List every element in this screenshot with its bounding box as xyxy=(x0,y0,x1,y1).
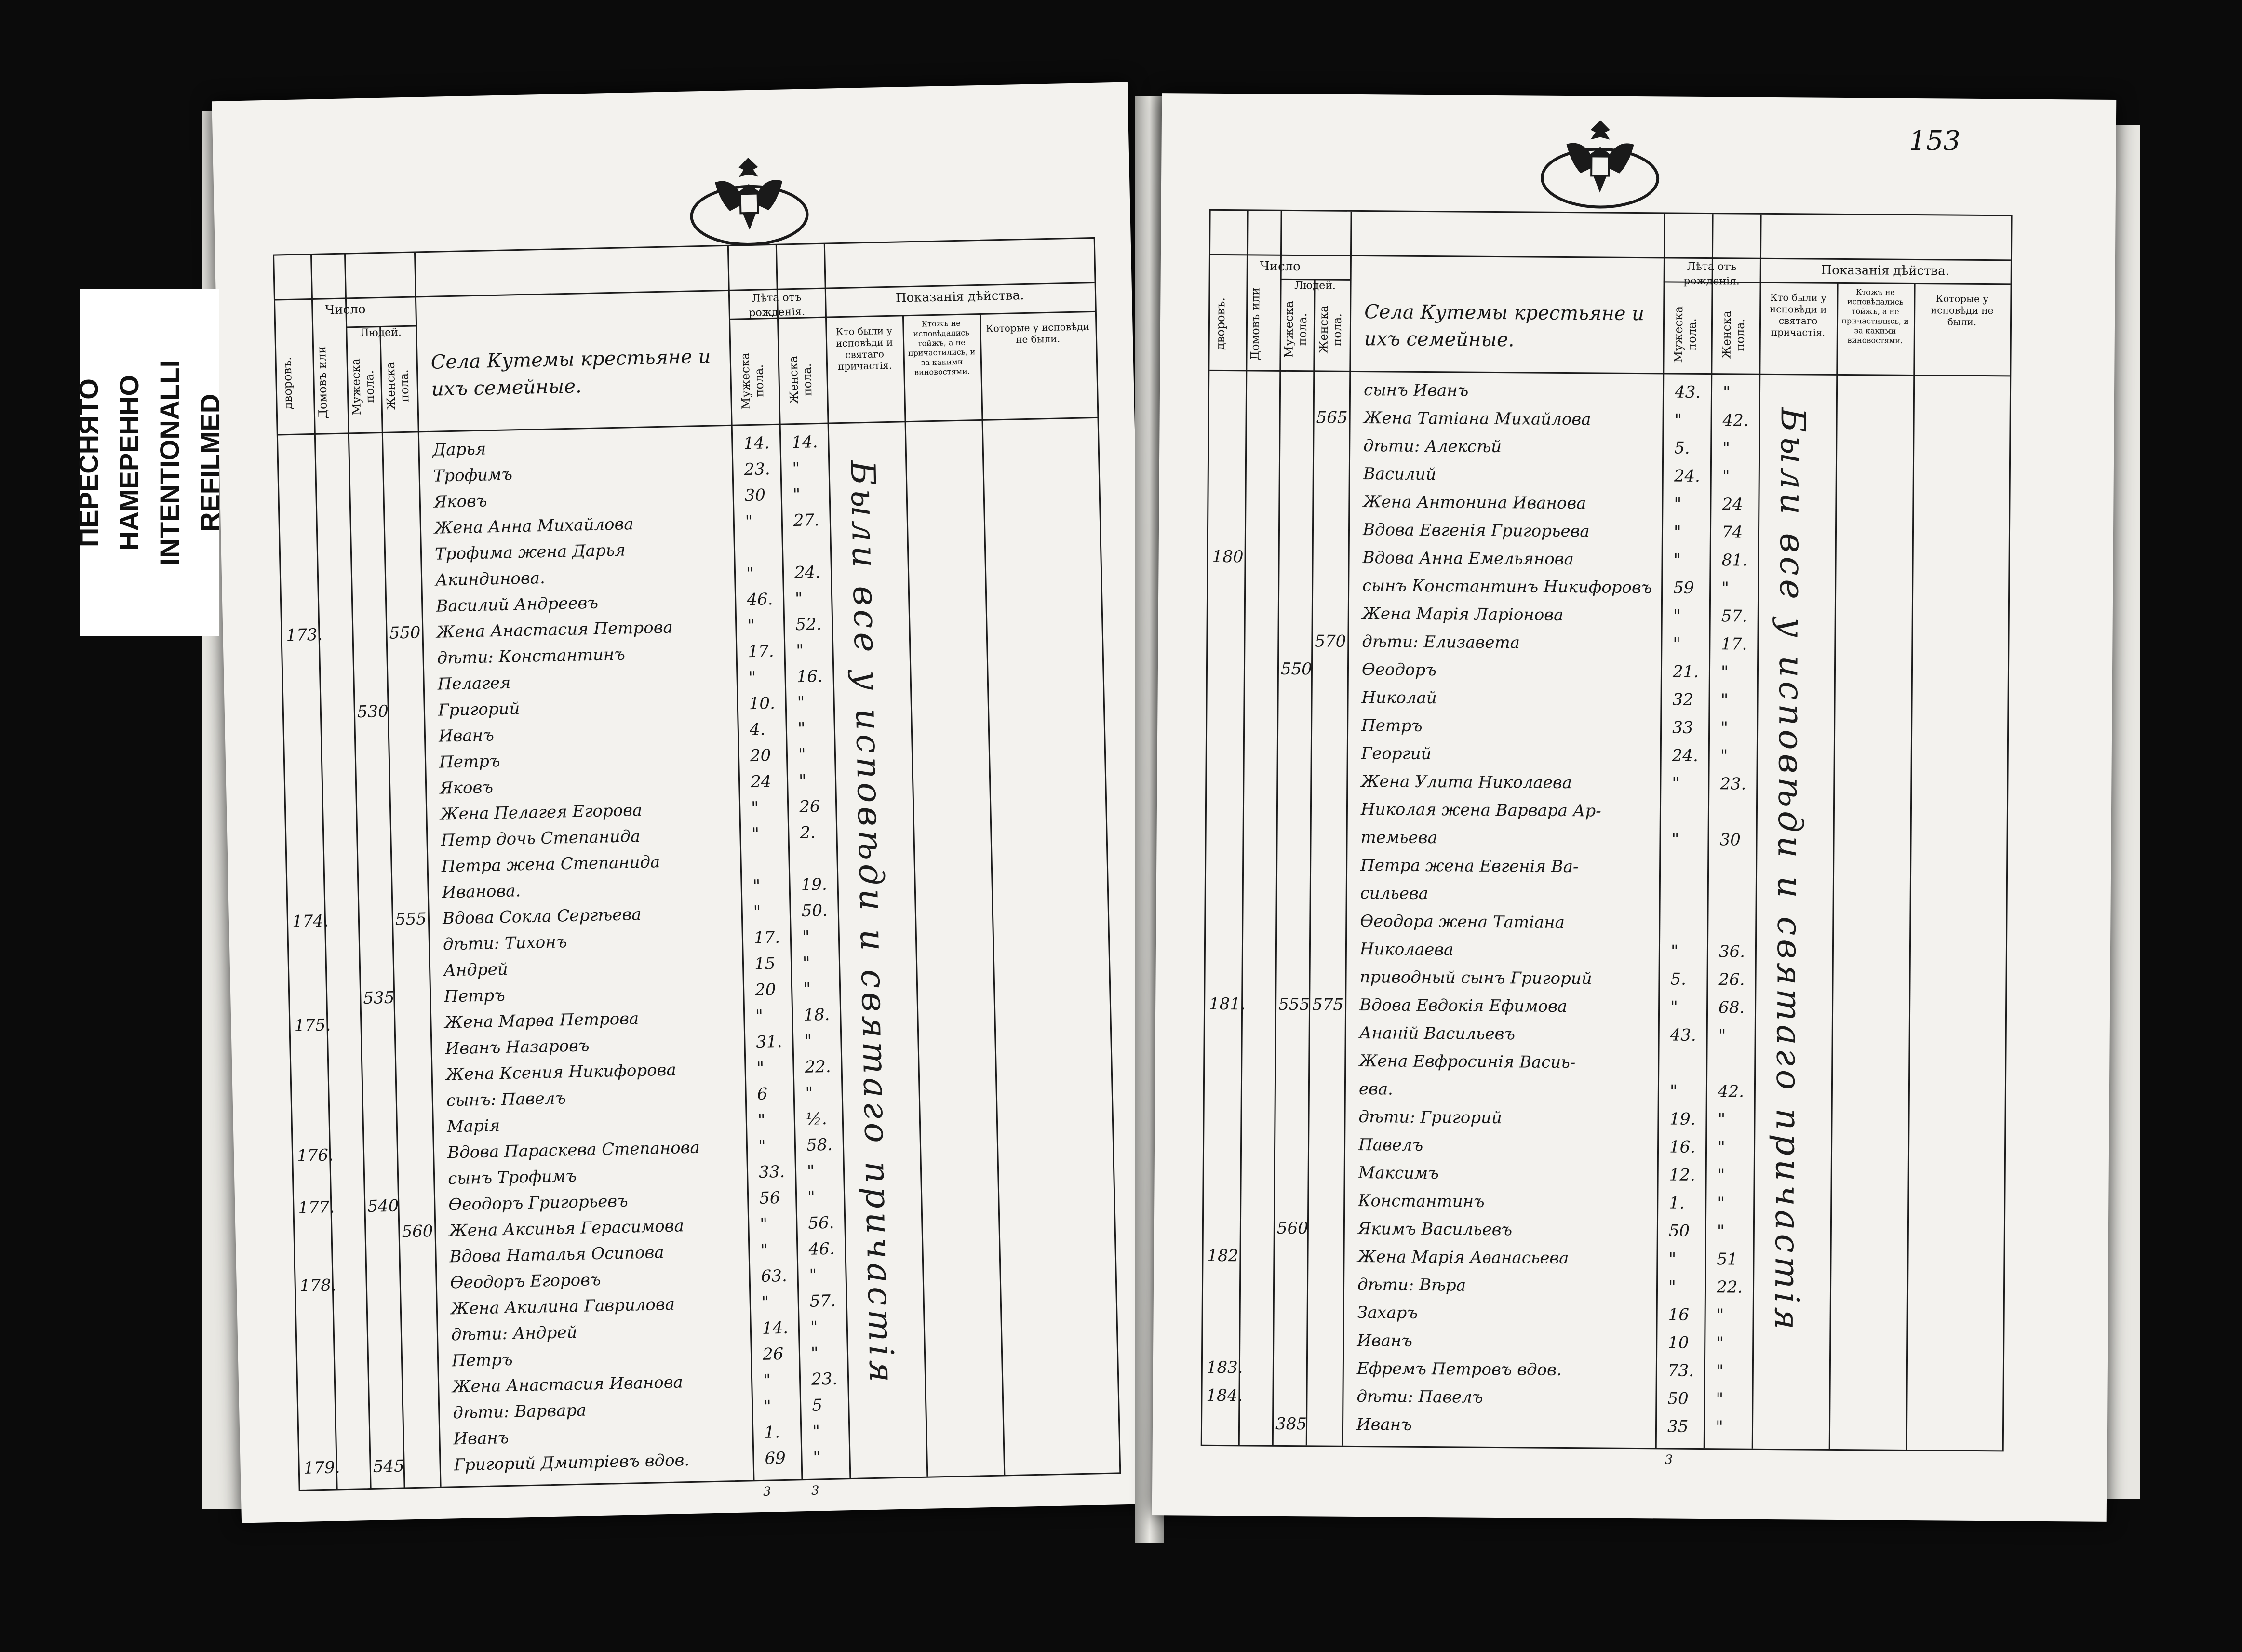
right-entry-age-male: 50 xyxy=(1668,1221,1690,1241)
left-footer-m: 3 xyxy=(763,1484,771,1499)
left-entry-age-female: " xyxy=(803,979,811,999)
right-entry-age-female: " xyxy=(1716,1389,1724,1409)
right-entry-age-male: " xyxy=(1670,941,1678,961)
left-entry-name: Трофимъ xyxy=(433,465,513,486)
right-entry-age-female: 17. xyxy=(1721,634,1747,654)
header-leta: Лѣта отъ рожденія. xyxy=(1683,260,1740,288)
right-entry-age-female: 26. xyxy=(1718,970,1745,990)
left-entry-name: Трофима жена Дарья xyxy=(434,540,626,564)
left-entry-name: Петра жена Степанида xyxy=(441,852,660,876)
right-entry-age-female: 23. xyxy=(1720,774,1746,794)
right-entry-age-male: " xyxy=(1674,494,1682,514)
right-entry-age-female: 36. xyxy=(1718,942,1745,962)
right-people-count: 560 xyxy=(1276,1218,1308,1238)
right-entry-name: Вдова Евгенія Григорьева xyxy=(1362,520,1590,541)
left-entry-age-female: 46. xyxy=(808,1239,835,1259)
right-entry-age-female: 24 xyxy=(1722,495,1743,514)
left-entry-age-male: " xyxy=(748,668,756,688)
header-chislo: Число xyxy=(1260,259,1301,274)
header-kotorye: Которые у исповѣди не были. xyxy=(1930,293,1994,328)
left-entry-name: дѣти: Константинъ xyxy=(437,645,626,668)
right-entry-age-male: 43. xyxy=(1670,1025,1696,1045)
right-entry-name: Ѳеодоръ xyxy=(1361,660,1437,680)
register-table-left xyxy=(273,237,1121,1499)
header-dvorov: дворовъ. xyxy=(280,357,295,410)
left-entry-name: дѣти: Андрей xyxy=(451,1322,577,1345)
left-entry-age-female: " xyxy=(807,1187,816,1207)
left-entry-age-female: 26 xyxy=(799,797,820,817)
header-leta-zhen: Женска пола. xyxy=(786,355,815,404)
right-entry-age-male: 12. xyxy=(1669,1165,1695,1185)
left-entry-age-female: 19. xyxy=(801,874,828,895)
right-people-count: 575 xyxy=(1312,995,1344,1015)
right-entry-name: Георгий xyxy=(1361,744,1432,764)
left-entry-age-female: " xyxy=(810,1317,818,1337)
right-entry-name: Павелъ xyxy=(1358,1135,1423,1155)
header-domov: Домовъ или xyxy=(315,346,330,419)
header-zhen: Женска пола. xyxy=(1316,305,1344,354)
right-entry-age-male: 5. xyxy=(1670,969,1687,989)
right-entry-age-male: 21. xyxy=(1672,662,1699,682)
right-entry-name: сынъ Константинъ Никифоровъ xyxy=(1362,576,1652,598)
left-entry-age-male: 17. xyxy=(753,927,780,948)
left-entry-name: Жена Аксинья Герасимова xyxy=(449,1216,685,1241)
right-people-count: 570 xyxy=(1315,631,1346,651)
right-entry-name: сынъ Иванъ xyxy=(1363,380,1469,401)
left-entry-age-female: " xyxy=(797,719,806,739)
right-entry-age-male: " xyxy=(1668,1249,1677,1269)
left-entry-name: Андрей xyxy=(443,959,509,980)
left-entry-name: Акиндинова. xyxy=(435,568,546,590)
right-entry-age-female: " xyxy=(1718,1110,1726,1129)
left-dvor-number: 177. xyxy=(298,1197,335,1218)
left-entry-age-male: " xyxy=(745,511,753,532)
right-entry-age-female: " xyxy=(1717,1138,1725,1157)
right-entry-name: Захаръ xyxy=(1357,1303,1418,1323)
left-dvor-number: 175. xyxy=(294,1015,331,1036)
right-entry-age-male: " xyxy=(1674,410,1682,430)
right-entry-name: Жена Марія Ларіонова xyxy=(1362,604,1564,625)
left-entry-age-male: 17. xyxy=(748,642,774,662)
left-entry-age-male: 26 xyxy=(762,1344,784,1364)
right-entry-age-female: " xyxy=(1716,1361,1724,1381)
right-people-count: 565 xyxy=(1316,408,1348,428)
right-entry-name: ева. xyxy=(1358,1079,1394,1099)
right-entry-age-male: 5. xyxy=(1674,438,1690,458)
right-entry-name: Петръ xyxy=(1361,716,1423,736)
right-entry-age-male: 32 xyxy=(1672,690,1693,710)
left-entry-name: Ѳеодоръ Егоровъ xyxy=(450,1270,601,1293)
left-footer-f: 3 xyxy=(811,1483,819,1498)
left-entry-age-male: " xyxy=(751,798,759,818)
left-entry-name: Жена Анастасия Иванова xyxy=(452,1372,684,1397)
left-entry-age-female: 14. xyxy=(791,432,818,453)
left-entry-age-female: 50. xyxy=(801,900,828,921)
right-entry-age-male: 35 xyxy=(1667,1417,1689,1437)
left-entry-age-male: " xyxy=(758,1136,766,1156)
right-entry-name: Якимъ Васильевъ xyxy=(1357,1219,1513,1240)
header-ktozh-ne: Ктожъ не исповѣдались тойжъ, а не причастились, и за какими виновостями. xyxy=(908,318,976,377)
left-entry-name: сынъ: Павелъ xyxy=(446,1088,566,1111)
left-entry-age-female: " xyxy=(809,1265,817,1285)
right-entry-name: Вдова Евдокія Ефимова xyxy=(1359,995,1568,1017)
right-entry-age-male: 16. xyxy=(1669,1137,1696,1157)
right-entry-age-male: 24. xyxy=(1672,746,1698,766)
left-entry-age-male: 63. xyxy=(761,1266,788,1286)
left-entry-age-female: " xyxy=(805,1083,813,1103)
right-entry-age-female: 42. xyxy=(1718,1082,1745,1101)
right-entry-age-female: " xyxy=(1718,1026,1726,1046)
right-entry-age-male: 10 xyxy=(1668,1333,1689,1353)
imperial-crest-icon xyxy=(1537,110,1663,222)
left-entry-name: Дарья xyxy=(432,439,486,460)
right-dvor-number: 184. xyxy=(1206,1385,1243,1406)
left-entry-name: Петръ xyxy=(443,985,506,1007)
right-entry-name: Николая жена Варвара Ар- xyxy=(1360,800,1601,821)
left-entry-age-male: " xyxy=(763,1397,772,1416)
right-entry-name: сильева xyxy=(1360,884,1429,904)
right-entry-name: дѣти: Павелъ xyxy=(1356,1387,1483,1407)
right-entry-age-female: 42. xyxy=(1722,411,1749,430)
left-entry-age-male: 46. xyxy=(746,590,773,610)
left-page xyxy=(212,82,1157,1523)
left-people-count: 545 xyxy=(373,1456,405,1477)
left-entry-age-male: 1. xyxy=(764,1423,780,1442)
left-entry-age-female: " xyxy=(806,1161,815,1181)
left-entry-age-female: 5 xyxy=(811,1396,823,1415)
right-entry-name: Жена Евфросинія Васиь- xyxy=(1359,1051,1576,1073)
right-entry-name: Жена Улита Николаева xyxy=(1361,772,1572,793)
left-entry-age-male: " xyxy=(757,1110,765,1130)
right-entry-age-female: 68. xyxy=(1718,998,1745,1018)
right-entry-age-male: 16 xyxy=(1668,1305,1690,1325)
left-entry-name: Жена Анастасия Петрова xyxy=(436,618,673,642)
right-entry-age-male: 19. xyxy=(1669,1109,1696,1129)
header-pokazaniya: Показанія дѣйства. xyxy=(1821,263,1950,279)
left-entry-age-female: 18. xyxy=(803,1005,830,1025)
right-dvor-number: 182 xyxy=(1207,1246,1239,1266)
left-entry-age-female: 23. xyxy=(811,1369,838,1389)
right-entry-age-female: " xyxy=(1720,718,1728,738)
left-entry-age-male: " xyxy=(761,1292,769,1312)
left-entry-name: Вдова Сокла Сергѣева xyxy=(442,904,642,928)
left-entry-age-male: 20 xyxy=(750,746,771,766)
left-entry-age-male: " xyxy=(763,1370,771,1390)
left-entry-name: Жена Марѳа Петрова xyxy=(444,1009,639,1033)
right-entry-name: приводный сынъ Григорий xyxy=(1359,967,1592,989)
right-entry-age-male: " xyxy=(1673,550,1681,570)
left-entry-name: Жена Анна Михайлова xyxy=(434,514,634,538)
left-entry-age-male: 15 xyxy=(754,954,776,974)
left-entry-age-male: 69 xyxy=(765,1448,786,1468)
header-leta-zhen: Женска пола. xyxy=(1719,310,1747,359)
header-domov: Домовъ или xyxy=(1248,288,1262,361)
right-people-count: 385 xyxy=(1275,1414,1307,1434)
left-entry-age-male: " xyxy=(760,1240,768,1260)
left-entry-age-male: 14. xyxy=(743,433,770,454)
header-kto-byli: Кто были у исповѣди и святаго причастія. xyxy=(1769,291,1827,338)
left-entry-age-female: " xyxy=(797,693,805,713)
right-dvor-number: 180 xyxy=(1212,547,1244,567)
left-entry-name: Иванова. xyxy=(442,881,521,902)
right-entry-name: Ѳеодора жена Татіана xyxy=(1360,912,1565,932)
left-entry-age-male: 23. xyxy=(744,459,771,480)
left-entry-age-female: 57. xyxy=(809,1291,836,1311)
right-page xyxy=(1152,93,2117,1522)
right-entry-name: Ананій Васильевъ xyxy=(1359,1023,1516,1044)
header-leta: Лѣта отъ рожденія. xyxy=(749,291,806,319)
right-entry-name: Петра жена Евгенія Ва- xyxy=(1360,856,1579,877)
left-entry-age-female: " xyxy=(792,484,801,505)
left-entry-name: дѣти: Варвара xyxy=(452,1400,587,1423)
left-entry-name: Петръ xyxy=(439,751,500,772)
right-entry-age-female: " xyxy=(1722,439,1730,458)
header-kotorye: Которые у исповѣди не были. xyxy=(986,321,1090,346)
right-entry-age-female: " xyxy=(1716,1305,1724,1325)
left-entry-name: Григорий Дмитріевъ вдов. xyxy=(454,1451,690,1475)
left-dvor-number: 176. xyxy=(296,1145,334,1166)
header-leta-muzh: Мужеска пола. xyxy=(1671,306,1699,363)
left-entry-name: Жена Ксения Никифорова xyxy=(445,1060,677,1085)
right-entry-name: Жена Татіана Михайлова xyxy=(1363,408,1591,430)
left-entry-age-male: 30 xyxy=(744,485,766,506)
left-entry-age-male: 6 xyxy=(757,1084,768,1104)
right-entry-age-male: 59 xyxy=(1673,578,1694,598)
left-entry-age-female: " xyxy=(798,771,807,791)
left-entry-age-female: " xyxy=(810,1343,819,1363)
left-entry-age-male: 20 xyxy=(754,980,776,1000)
right-entry-age-female: " xyxy=(1716,1333,1724,1353)
right-entry-name: дѣти: Григорий xyxy=(1358,1107,1502,1128)
right-entry-age-male: " xyxy=(1670,997,1678,1017)
left-entry-name: Петръ xyxy=(451,1350,513,1371)
right-entry-name: Николай xyxy=(1361,688,1437,708)
right-people-count: 555 xyxy=(1278,994,1310,1015)
right-entry-age-female: " xyxy=(1717,1166,1725,1185)
right-entry-name: дѣти: Вѣра xyxy=(1357,1275,1466,1295)
right-entry-age-male: 73. xyxy=(1667,1361,1694,1381)
left-entry-age-female: " xyxy=(813,1448,821,1467)
right-entry-age-female: " xyxy=(1715,1417,1723,1437)
left-entry-age-male: 24 xyxy=(750,772,772,792)
left-entry-age-female: " xyxy=(812,1422,820,1441)
left-entry-name: Жена Пелагея Егорова xyxy=(440,800,643,824)
header-muzh: Мужеска пола. xyxy=(349,358,377,416)
left-entry-name: Яковъ xyxy=(439,778,494,798)
right-entry-name: Вдова Анна Емельянова xyxy=(1362,548,1574,569)
header-leta-muzh: Мужеска пола. xyxy=(738,352,766,410)
right-entry-name: дѣти: Елизавета xyxy=(1362,632,1520,653)
left-entry-age-female: " xyxy=(798,745,806,765)
right-entry-name: Жена Марія Аѳанасьева xyxy=(1357,1247,1569,1268)
right-entry-name: Николаева xyxy=(1359,940,1454,960)
header-ktozh-ne: Ктожъ не исповѣдались тойжъ, а не причастились, и за какими виновостями. xyxy=(1841,287,1909,345)
left-entry-age-male: " xyxy=(746,564,754,584)
right-entry-age-female: " xyxy=(1721,578,1729,598)
left-entry-age-female: " xyxy=(802,953,811,973)
right-entry-age-male: 43. xyxy=(1674,382,1701,402)
right-entry-age-male: " xyxy=(1673,634,1681,654)
left-entry-age-male: 56 xyxy=(759,1188,780,1208)
right-entry-age-female: 22. xyxy=(1716,1277,1743,1297)
left-entry-age-female: " xyxy=(796,641,804,661)
right-entry-age-male: " xyxy=(1669,1081,1678,1101)
left-entry-age-male: 31. xyxy=(756,1032,782,1052)
left-entry-name: Ѳеодоръ Григорьевъ xyxy=(448,1191,629,1215)
left-people-count: 535 xyxy=(362,988,395,1008)
left-entry-age-female: 58. xyxy=(806,1135,833,1155)
left-entry-age-female: 24. xyxy=(794,562,821,583)
left-entry-age-male: " xyxy=(747,616,755,636)
refilmed-label-card xyxy=(73,289,225,636)
right-entry-age-male: 33 xyxy=(1672,718,1693,738)
header-title: Села Кутемы крестьяне и ихъ семейные. xyxy=(430,345,711,401)
right-entry-age-female: 74 xyxy=(1721,523,1743,542)
right-entry-age-female: " xyxy=(1720,746,1728,766)
right-entry-name: Максимъ xyxy=(1358,1163,1439,1183)
left-entry-age-male: " xyxy=(753,902,761,922)
left-entry-age-male: " xyxy=(756,1058,765,1078)
left-entry-name: Вдова Наталья Осипова xyxy=(449,1243,664,1267)
right-entry-age-male: 1. xyxy=(1669,1193,1685,1213)
right-entry-name: Ефремъ Петровъ вдов. xyxy=(1356,1359,1562,1380)
left-dvor-number: 179. xyxy=(303,1458,340,1478)
page-number: 153 xyxy=(1909,125,1960,157)
left-entry-age-female: " xyxy=(794,589,803,609)
left-entry-age-female: 52. xyxy=(795,614,822,635)
left-entry-age-male: 4. xyxy=(749,720,765,740)
header-chislo: Число xyxy=(325,302,366,318)
left-entry-age-male: " xyxy=(755,1006,764,1026)
right-entry-age-female: " xyxy=(1722,467,1730,486)
right-people-count: 550 xyxy=(1280,659,1313,679)
left-entry-age-male: " xyxy=(759,1214,768,1234)
left-entry-name: Яковъ xyxy=(433,491,487,512)
register-table-right xyxy=(1201,209,2013,1467)
left-entry-age-female: ½. xyxy=(806,1109,827,1129)
header-title: Села Кутемы крестьяне и ихъ семейные. xyxy=(1364,301,1645,351)
right-entry-age-female: 57. xyxy=(1721,606,1747,626)
header-lyudey: Людей. xyxy=(1294,280,1336,292)
right-entry-age-male: 24. xyxy=(1674,466,1701,486)
left-entry-name: сынъ Трофимъ xyxy=(447,1166,577,1189)
left-dvor-number: 173. xyxy=(286,625,323,645)
left-entry-age-female: 56. xyxy=(807,1213,834,1233)
right-entry-age-male: 50 xyxy=(1667,1389,1689,1409)
left-people-count: 530 xyxy=(357,701,389,722)
left-people-count: 555 xyxy=(395,909,427,929)
right-entry-name: темьева xyxy=(1360,828,1437,848)
left-entry-age-female: 2. xyxy=(799,823,816,843)
header-muzh: Мужеска пола. xyxy=(1282,301,1310,358)
left-entry-age-male: " xyxy=(751,824,760,844)
right-entry-name: Иванъ xyxy=(1356,1415,1412,1435)
left-entry-name: Пелагея xyxy=(437,673,511,694)
right-entry-age-male: " xyxy=(1668,1277,1676,1297)
left-dvor-number: 174. xyxy=(292,911,329,932)
right-entry-name: Иванъ xyxy=(1357,1331,1413,1351)
left-entry-name: Иванъ xyxy=(438,725,495,746)
right-entry-name: Константинъ xyxy=(1358,1191,1485,1211)
left-entry-age-female: 27. xyxy=(793,510,820,531)
right-entry-age-female: " xyxy=(1717,1194,1725,1213)
left-entry-name: Василий Андреевъ xyxy=(435,593,599,616)
left-entry-name: Иванъ Назаровъ xyxy=(445,1036,590,1059)
left-entry-age-male: " xyxy=(752,876,761,896)
right-entry-age-male: " xyxy=(1672,774,1680,793)
left-entry-age-female: 22. xyxy=(805,1057,832,1077)
left-entry-name: Марія xyxy=(446,1116,500,1137)
header-pokazaniya: Показанія дѣйства. xyxy=(895,288,1024,306)
header-lyudey: Людей. xyxy=(360,326,402,339)
header-dvorov: дворовъ. xyxy=(1213,297,1228,350)
right-entry-age-female: " xyxy=(1717,1222,1725,1241)
left-entry-age-male: 33. xyxy=(758,1162,785,1182)
right-entry-age-female: " xyxy=(1720,662,1729,682)
right-entry-age-female: 30 xyxy=(1719,830,1741,850)
left-confession-note: Были все у исповѣди и святаго причастія xyxy=(843,460,902,1387)
left-people-count: 550 xyxy=(389,623,421,643)
left-entry-age-female: " xyxy=(792,458,800,479)
right-footer-m: 3 xyxy=(1665,1452,1673,1467)
right-confession-note: Были все у исповѣди и святаго причастія xyxy=(1767,407,1813,1334)
label-line-1: ПЕРЕСНЯТО НАМЕРЕННО xyxy=(73,375,144,551)
right-entry-age-male: " xyxy=(1671,830,1679,849)
right-entry-name: Василий xyxy=(1363,464,1436,484)
left-people-count: 560 xyxy=(402,1222,433,1242)
right-dvor-number: 181. xyxy=(1208,994,1246,1014)
left-entry-age-male: 10. xyxy=(749,694,776,714)
right-entry-age-male: " xyxy=(1673,606,1681,626)
right-entry-age-female: 81. xyxy=(1721,551,1748,570)
left-entry-name: Жена Акилина Гаврилова xyxy=(450,1294,675,1319)
left-entry-age-female: " xyxy=(804,1031,812,1051)
left-entry-name: Вдова Параскева Степанова xyxy=(447,1138,700,1163)
left-entry-name: дѣти: Тихонъ xyxy=(443,932,567,954)
label-line-2: INTENTIONALLI REFILMED xyxy=(154,360,225,566)
left-entry-name: Иванъ xyxy=(453,1428,509,1449)
right-entry-age-male: " xyxy=(1673,522,1681,542)
right-entry-name: дѣти: Алексѣй xyxy=(1363,436,1502,457)
left-dvor-number: 178. xyxy=(299,1276,336,1296)
left-entry-age-female: 16. xyxy=(796,666,823,687)
left-people-count: 540 xyxy=(367,1196,399,1216)
right-entry-name: Жена Антонина Иванова xyxy=(1363,492,1586,513)
left-entry-name: Григорий xyxy=(438,699,520,720)
left-entry-age-female: " xyxy=(802,927,810,947)
left-entry-name: Петр дочь Степанида xyxy=(441,826,641,850)
header-kto-byli: Кто были у исповѣди и святаго причастія. xyxy=(835,324,893,373)
left-entry-age-male: 14. xyxy=(762,1318,789,1338)
right-dvor-number: 183. xyxy=(1206,1357,1243,1378)
header-zhen: Женска пола. xyxy=(383,362,412,410)
right-entry-age-female: " xyxy=(1720,690,1729,710)
right-entry-age-female: " xyxy=(1722,383,1731,403)
right-entry-age-female: 51 xyxy=(1717,1249,1738,1269)
